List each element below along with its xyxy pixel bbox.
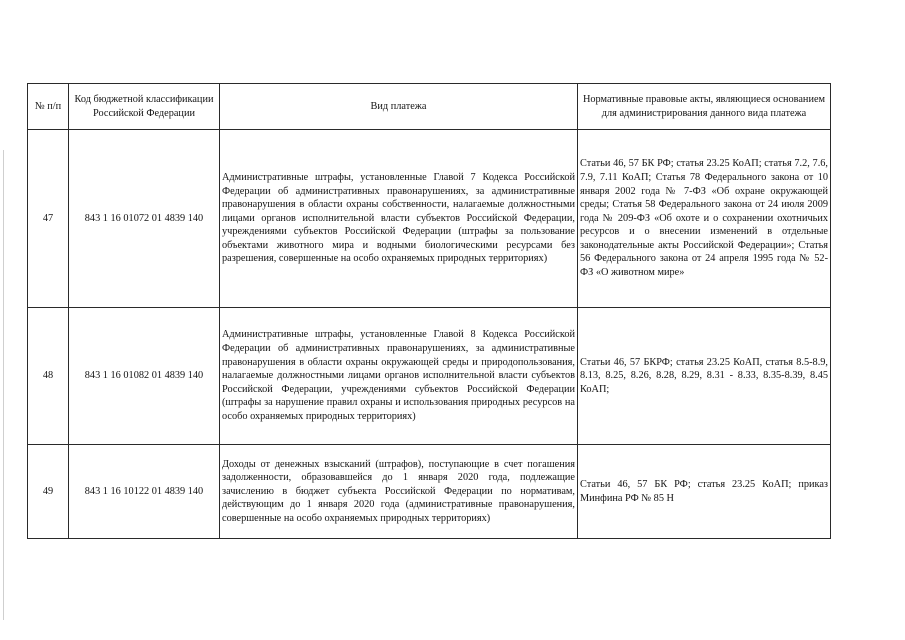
legal-acts: Статьи 46, 57 БК РФ; статья 23.25 КоАП; статья 7.2, 7.6, 7.9, 7.11 КоАП; Статья 78 Федерального закона от 10 января 2002 года № 7-ФЗ «Об охране окружающей среды; Статья 58 Федерального закона от 24 июля 2009 года № 209-ФЗ «Об охоте и о сохранении охотничьих ресурсов и о внесении изменений в отдельные законодательные акты Российской Федерации»; Статья 56 Федерального закона от 24 апреля 1995 года № 52-ФЗ «О животном мире» [578, 130, 831, 308]
row-number: 48 [28, 308, 69, 445]
page-edge-line [3, 150, 4, 620]
table-row [28, 445, 831, 539]
legal-acts: Статьи 46, 57 БК РФ; статья 23.25 КоАП; приказ Минфина РФ № 85 Н [578, 445, 831, 539]
budget-code: 843 1 16 10122 01 4839 140 [69, 445, 220, 539]
header-payment-type: Вид платежа [220, 84, 578, 130]
row-number: 49 [28, 445, 69, 539]
payment-type: Административные штрафы, установленные Главой 7 Кодекса Российской Федерации об административных правонарушениях, за административные правонарушения в области охраны собственности, налагаемые должностными лицами органов исполнительной власти субъектов Российской Федерации, учреждениями субъектов Российской Федерации (штрафы за пользование объектами животного мира и водными биологическими ресурсами без разрешения, совершенные на особо охраняемых природных территориях) [220, 130, 578, 308]
legal-acts: Статьи 46, 57 БКРФ; статья 23.25 КоАП, статья 8.5-8.9, 8.13, 8.25, 8.26, 8.28, 8.29, 8.31 - 8.33, 8.35-8.39, 8.45 КоАП; [578, 308, 831, 445]
row-number: 47 [28, 130, 69, 308]
budget-code: 843 1 16 01072 01 4839 140 [69, 130, 220, 308]
payments-table [27, 83, 831, 539]
budget-code: 843 1 16 01082 01 4839 140 [69, 308, 220, 445]
payment-type: Административные штрафы, установленные Главой 8 Кодекса Российской Федерации об административных правонарушениях, за административные правонарушения в области охраны окружающей среды и природопользования, налагаемые должностными лицами органов исполнительной власти субъектов Российской Федерации, учреждениями субъектов Российской Федерации (штрафы за нарушение правил охраны и использования природных ресурсов на особо охраняемых природных территориях) [220, 308, 578, 445]
header-budget-code: Код бюджетной классификации Российской Федерации [69, 84, 220, 130]
table-header-row [28, 84, 831, 130]
table-row [28, 308, 831, 445]
header-legal-acts: Нормативные правовые акты, являющиеся основанием для администрирования данного вида платежа [578, 84, 831, 130]
table-row [28, 130, 831, 308]
header-number: № п/п [28, 84, 69, 130]
payment-type: Доходы от денежных взысканий (штрафов), поступающие в счет погашения задолженности, образовавшейся до 1 января 2020 года, подлежащие зачислению в бюджет субъекта Российской Федерации по нормативам, действующим до 1 января 2020 года (административные правонарушения, совершенные на особо охраняемых природных территориях) [220, 445, 578, 539]
